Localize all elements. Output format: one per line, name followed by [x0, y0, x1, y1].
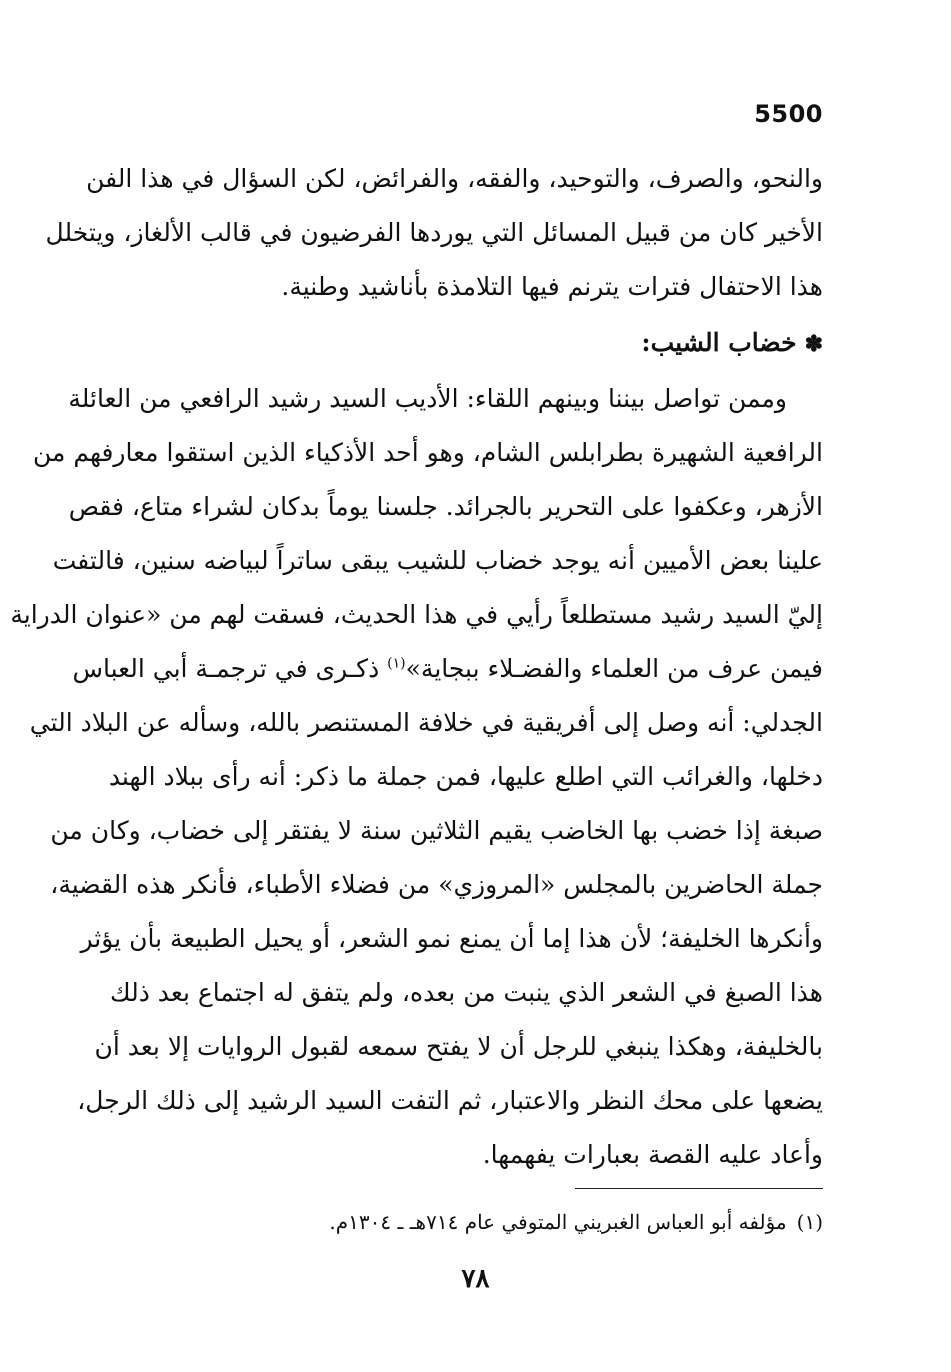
text-line: علينا بعض الأميين أنه يوجد خضاب للشيب يبقى ساتراً لبياضه سنين، فالتفت [52, 546, 823, 575]
paragraph-continued [45, 152, 823, 314]
text-line: الأخير كان من قبيل المسائل التي يوردها الفرضيون في قالب الألغاز، ويتخلل [45, 218, 823, 247]
text-line: دخلها، والغرائب التي اطلع عليها، فمن جملة ما ذكر: أنه رأى ببلاد الهند [108, 762, 823, 791]
paragraph-main [10, 372, 823, 1182]
top-page-id: 5500 [754, 100, 823, 128]
text-line: وممن تواصل بيننا وبينهم اللقاء: الأديب السيد رشيد الرافعي من العائلة [68, 384, 787, 413]
footnote-divider [575, 1188, 823, 1189]
section-heading [641, 316, 823, 371]
footnote-reference: (١) [387, 655, 406, 672]
asterisk-icon: ✽ [804, 331, 823, 357]
text-line: الأزهر، وعكفوا على التحرير بالجرائد. جلسنا يوماً بدكان لشراء متاع، فقص [68, 492, 823, 521]
text-line: بالخليفة، وهكذا ينبغي للرجل أن لا يفتح سمعه لقبول الروايات إلا بعد أن [94, 1032, 823, 1061]
footnote-marker: (١) [796, 1210, 823, 1234]
text-line: إليّ السيد رشيد مستطلعاً رأيي في هذا الحديث، فسقت لهم من «عنوان الدراية [10, 600, 823, 629]
text-line: والنحو، والصرف، والتوحيد، والفقه، والفرائض، لكن السؤال في هذا الفن [86, 164, 823, 193]
text-line-with-footnote [72, 642, 823, 696]
text-line: يضعها على محك النظر والاعتبار، ثم التفت السيد الرشيد إلى ذلك الرجل، [77, 1086, 823, 1115]
text-line: هذا الصبغ في الشعر الذي ينبت من بعده، ولم يتفق له اجتماع بعد ذلك [110, 978, 823, 1007]
text-line: وأعاد عليه القصة بعبارات يفهمها. [482, 1140, 823, 1169]
text-line: جملة الحاضرين بالمجلس «المروزي» من فضلاء الأطباء، فأنكر هذه القضية، [50, 870, 823, 899]
text-line: وأنكرها الخليفة؛ لأن هذا إما أن يمنع نمو الشعر، أو يحيل الطبيعة بأن يؤثر [80, 924, 823, 953]
text-line: صبغة إذا خضب بها الخاضب يقيم الثلاثين سنة لا يفتقر إلى خضاب، وكان من [50, 816, 823, 845]
text-segment: فيمن عرف من العلماء والفضـلاء ببجاية» [405, 654, 823, 683]
page-number: ٧٨ [461, 1264, 490, 1294]
footnote-text: مؤلفه أبو العباس الغبريني المتوفي عام ٧١٤هـ ـ ١٣٠٤م. [329, 1210, 787, 1234]
text-line: الجدلي: أنه وصل إلى أفريقية في خلافة المستنصر بالله، وسأله عن البلاد التي [29, 708, 823, 737]
footnote [329, 1202, 823, 1242]
text-line: هذا الاحتفال فترات يترنم فيها التلامذة بأناشيد وطنية. [281, 272, 823, 301]
text-line: الرافعية الشهيرة بطرابلس الشام، وهو أحد الأذكياء الذين استقوا معارفهم من [32, 438, 823, 467]
section-heading-text: خضاب الشيب: [641, 328, 797, 357]
text-segment: ذكـرى في ترجمـة أبي العباس [72, 654, 380, 683]
